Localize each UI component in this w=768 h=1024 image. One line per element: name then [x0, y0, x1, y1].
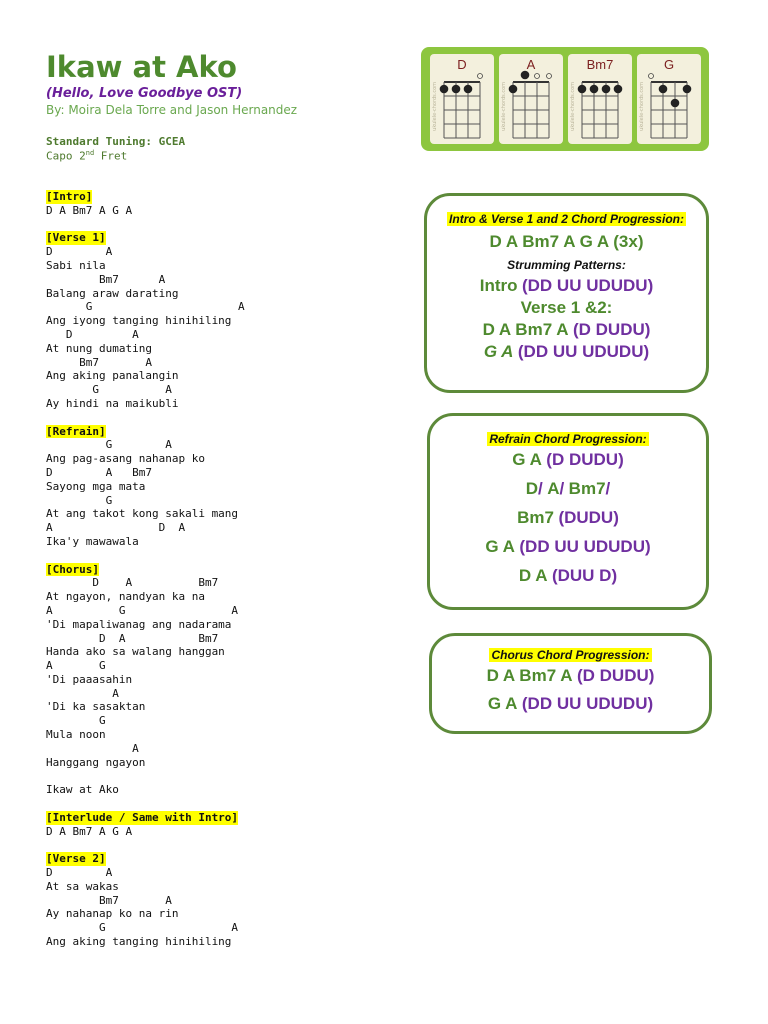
chord-diagram-a	[499, 54, 563, 144]
sheet-line: At ang takot kong sakali mang	[46, 507, 239, 521]
finger-dot	[521, 71, 530, 80]
refrain-row2-bm7: Bm7	[568, 479, 606, 498]
sheet-line: D A	[46, 866, 113, 880]
section-heading	[46, 231, 376, 245]
capo-ordinal: nd	[85, 149, 95, 157]
sheet-line: D A	[46, 245, 113, 259]
sheet-line: A	[46, 686, 119, 700]
sheet-line: G A	[46, 383, 172, 397]
sheet-line: Ang iyong tanging hinihiling	[46, 314, 232, 328]
open-string-marker	[547, 74, 552, 79]
sheet-line: Ay hindi na maikubli	[46, 396, 179, 410]
song-byline: By: Moira Dela Torre and Jason Hernandez	[46, 103, 298, 117]
chord-name: G	[663, 57, 675, 72]
sheet-line: Ang pag-asang nahanap ko	[46, 452, 205, 466]
refrain-slash: /	[559, 479, 565, 498]
finger-dot	[590, 85, 599, 94]
intro-verse-progression-box	[424, 193, 709, 393]
sheet-line: Ay nahanap ko na rin	[46, 907, 179, 921]
open-string-marker	[478, 74, 483, 79]
finger-dot	[602, 85, 611, 94]
intro-verse-progression: D A Bm7 A G A (3x)	[489, 232, 644, 251]
sheet-line: Bm7 A	[46, 355, 152, 369]
intro-pattern: (DD UU UDUDU)	[521, 276, 654, 295]
finger-dot	[452, 85, 461, 94]
chord-diagram-bm7	[568, 54, 632, 144]
sheet-line: D A Bm7	[46, 631, 219, 645]
sheet-line: D A	[46, 327, 139, 341]
sheet-line: D A Bm7 A G A	[46, 203, 133, 217]
open-string-marker	[535, 74, 540, 79]
sheet-line: A	[46, 741, 139, 755]
song-subtitle: (Hello, Love Goodbye OST)	[46, 86, 243, 101]
sheet-line: D A Bm7 A G A	[46, 824, 133, 838]
section-label: [Verse 2]	[46, 852, 106, 866]
sheet-line: G A	[46, 921, 239, 935]
sheet-line: Balang araw darating	[46, 286, 179, 300]
sheet-line: At ngayon, nandyan ka na	[46, 590, 205, 604]
finger-dot	[659, 85, 668, 94]
refrain-row5-pattern: (DUU D)	[551, 566, 618, 585]
sheet-line: Sabi nila	[46, 258, 106, 272]
sheet-line: Bm7 A	[46, 893, 172, 907]
refrain-row1-pattern: (D DUDU)	[546, 450, 624, 469]
section-label: [Chorus]	[46, 562, 99, 576]
finger-dot	[578, 85, 587, 94]
sheet-line: Bm7 A	[46, 272, 166, 286]
section-label: [Verse 1]	[46, 231, 106, 245]
section-label: [Refrain]	[46, 424, 106, 438]
tuning-line: Standard Tuning: GCEA	[46, 135, 186, 148]
sheet-line: D A Bm7	[46, 576, 219, 590]
chord-brand: ukulele-chords.com	[639, 82, 645, 131]
chorus-row2-pattern: (DD UU UDUDU)	[521, 694, 654, 713]
sheet-line: G	[46, 714, 106, 728]
sheet-line: A G	[46, 659, 106, 673]
chorus-row2-chords: G A	[487, 694, 518, 713]
sheet-line: Sayong mga mata	[46, 479, 146, 493]
fretboard-grid	[568, 54, 632, 144]
refrain-row4-pattern: (DD UU UDUDU)	[519, 537, 651, 556]
sheet-line: A G A	[46, 603, 239, 617]
finger-dot	[614, 85, 623, 94]
blank-line	[46, 218, 376, 232]
chord-diagram-g	[637, 54, 701, 144]
blank-line	[46, 769, 376, 783]
refrain-row2-a: A	[547, 479, 560, 498]
refrain-slash: /	[538, 479, 543, 498]
chorus-row1-pattern: (D DUDU)	[576, 666, 655, 685]
sheet-line: Handa ako sa walang hanggan	[46, 645, 225, 659]
chord-sheet	[46, 190, 376, 949]
sheet-line: Hanggang ngayon	[46, 755, 146, 769]
chord-brand: ukulele-chords.com	[570, 82, 576, 131]
chord-diagram-panel	[421, 47, 709, 151]
sheet-line: 'Di paaasahin	[46, 672, 133, 686]
sheet-line: G A	[46, 300, 245, 314]
refrain-row4-chords: G A	[485, 537, 515, 556]
sheet-line: Mula noon	[46, 728, 106, 742]
finger-dot	[509, 85, 518, 94]
capo-line	[46, 149, 127, 163]
finger-dot	[683, 85, 692, 94]
open-string-marker	[649, 74, 654, 79]
chorus-row1-chords: D A Bm7 A	[486, 666, 573, 685]
sheet-line: Ang aking tanging hinihiling	[46, 935, 232, 949]
section-heading	[46, 852, 376, 866]
strumming-label: Strumming Patterns:	[507, 258, 626, 272]
capo-suffix: Fret	[94, 149, 128, 163]
sheet-line: At nung dumating	[46, 341, 152, 355]
finger-dot	[440, 85, 449, 94]
refrain-row3-chords: Bm7	[517, 508, 554, 527]
chord-brand: ukulele-chords.com	[501, 82, 507, 131]
sheet-line: Ika'y mawawala	[46, 534, 139, 548]
finger-dot	[464, 85, 473, 94]
sheet-line: G	[46, 493, 113, 507]
section-label: [Interlude / Same with Intro]	[46, 810, 239, 824]
chord-brand: ukulele-chords.com	[432, 82, 438, 131]
chord-name: D	[457, 57, 467, 72]
sheet-line: D A Bm7	[46, 465, 152, 479]
blank-line	[46, 411, 376, 425]
section-heading	[46, 190, 376, 204]
verse-label: Verse 1 &2:	[520, 298, 613, 317]
chord-name: Bm7	[586, 57, 614, 72]
ga-pattern: (DD UU UDUDU)	[517, 342, 650, 361]
section-heading	[46, 811, 376, 825]
song-title: Ikaw at Ako	[46, 50, 237, 84]
section-label: [Intro]	[46, 190, 93, 203]
verse-pattern: (D DUDU)	[572, 320, 651, 339]
fretboard-grid	[499, 54, 563, 144]
refrain-progression-box	[427, 413, 709, 610]
fretboard-grid	[430, 54, 494, 144]
refrain-row5-chords: D A	[518, 566, 548, 585]
sheet-line: G A	[46, 438, 172, 452]
sheet-line: 'Di ka sasaktan	[46, 700, 146, 714]
blank-line	[46, 797, 376, 811]
intro-label: Intro	[479, 276, 518, 295]
sheet-line: 'Di mapaliwanag ang nadarama	[46, 617, 232, 631]
ga-chords: G A	[483, 342, 514, 361]
intro-verse-caption: Intro & Verse 1 and 2 Chord Progression:	[449, 212, 684, 226]
section-heading	[46, 425, 376, 439]
section-heading	[46, 563, 376, 577]
finger-dot	[671, 99, 680, 108]
blank-line	[46, 549, 376, 563]
blank-line	[46, 838, 376, 852]
refrain-slash: /	[605, 479, 611, 498]
refrain-row2-d: D	[525, 479, 539, 498]
refrain-row1-chords: G A	[512, 450, 542, 469]
fretboard-grid	[637, 54, 701, 144]
chord-name: A	[526, 57, 536, 72]
chord-diagram-d	[430, 54, 494, 144]
capo-prefix: Capo 2	[46, 149, 86, 163]
sheet-line: Ang aking panalangin	[46, 369, 179, 383]
refrain-row3-pattern: (DUDU)	[558, 508, 619, 527]
sheet-line: At sa wakas	[46, 879, 119, 893]
chorus-progression-box	[429, 633, 712, 734]
verse-chords: D A Bm7 A	[482, 320, 569, 339]
refrain-caption: Refrain Chord Progression:	[489, 432, 647, 446]
sheet-line: Ikaw at Ako	[46, 783, 119, 797]
chorus-caption: Chorus Chord Progression:	[491, 648, 650, 662]
sheet-line: A D A	[46, 521, 186, 535]
